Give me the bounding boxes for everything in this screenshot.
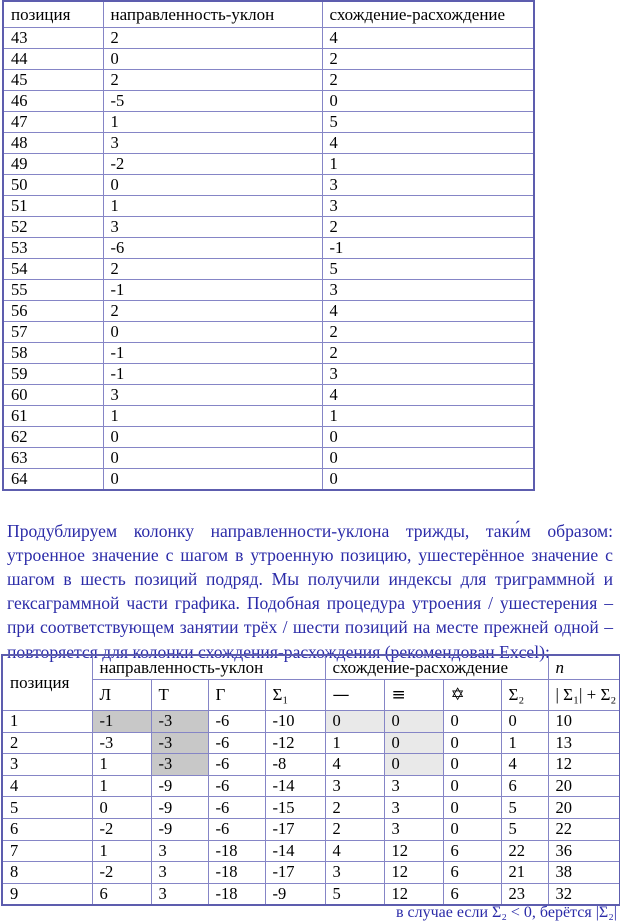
table-row	[2, 711, 620, 733]
table-row	[3, 154, 534, 175]
table-cell: 20	[548, 797, 620, 819]
table-cell: 61	[3, 406, 103, 427]
table-row	[3, 469, 534, 491]
triple-bar-icon: ≡	[384, 680, 443, 711]
table-cell: 57	[3, 322, 103, 343]
table-row	[3, 133, 534, 154]
table-cell: 4	[501, 754, 548, 776]
table-cell: -1	[92, 711, 151, 733]
table-row	[3, 49, 534, 70]
table-cell: -6	[208, 797, 265, 819]
table-cell: 2	[322, 217, 534, 238]
table-cell: 0	[443, 818, 501, 840]
table-cell: 2	[322, 322, 534, 343]
table-cell: 23	[501, 883, 548, 905]
table-cell: 22	[501, 840, 548, 862]
table-cell: 4	[2, 775, 92, 797]
table-cell: 0	[443, 754, 501, 776]
table-cell: 3	[322, 364, 534, 385]
table-cell: 2	[2, 732, 92, 754]
table-cell: 0	[103, 427, 322, 448]
table-row	[2, 775, 620, 797]
table-cell: 3	[384, 797, 443, 819]
table-row	[3, 427, 534, 448]
table-cell: 6	[2, 818, 92, 840]
table-row	[3, 448, 534, 469]
table-cell: 6	[443, 883, 501, 905]
table-cell: 10	[548, 711, 620, 733]
col-header-position: позиция	[3, 1, 103, 28]
table-cell: 0	[103, 448, 322, 469]
table-cell: 0	[384, 732, 443, 754]
group-header-direction-slope: направленность-уклон	[92, 655, 325, 680]
table-row	[2, 862, 620, 884]
table-cell: 3	[151, 883, 208, 905]
col-header-abs-sigma1-plus-sigma2: | Σ₁| + Σ₂	[548, 680, 620, 711]
table-cell: 58	[3, 343, 103, 364]
table-row	[3, 280, 534, 301]
table-cell: 46	[3, 91, 103, 112]
table-cell: 0	[322, 91, 534, 112]
table-cell: -2	[103, 154, 322, 175]
table-row	[3, 28, 534, 49]
table-cell: 4	[322, 385, 534, 406]
table-cell: 54	[3, 259, 103, 280]
table-cell: 3	[384, 775, 443, 797]
col-header-direction-slope: направленность-уклон	[103, 1, 322, 28]
table-cell: -9	[265, 883, 325, 905]
table-cell: -1	[322, 238, 534, 259]
lower-table-sub-header-row	[2, 680, 620, 711]
table-row	[3, 196, 534, 217]
table-row	[3, 301, 534, 322]
table-row	[2, 818, 620, 840]
table-row	[2, 754, 620, 776]
table-cell: 0	[103, 175, 322, 196]
col-header-sigma1: Σ₁	[265, 680, 325, 711]
table-cell: -9	[151, 797, 208, 819]
table-cell: -15	[265, 797, 325, 819]
table-row	[3, 70, 534, 91]
table-cell: -3	[151, 754, 208, 776]
table-row	[2, 883, 620, 905]
table-cell: 5	[501, 797, 548, 819]
table-cell: 60	[3, 385, 103, 406]
table-cell: 6	[443, 840, 501, 862]
group-header-convergence-divergence: схождение-расхождение	[325, 655, 548, 680]
table-cell: 59	[3, 364, 103, 385]
table-cell: -6	[208, 732, 265, 754]
table-row	[3, 259, 534, 280]
table-cell: 47	[3, 112, 103, 133]
table-cell: 1	[2, 711, 92, 733]
col-header-sigma2: Σ₂	[501, 680, 548, 711]
table-cell: -10	[265, 711, 325, 733]
table-cell: 6	[443, 862, 501, 884]
table-cell: 1	[103, 112, 322, 133]
table-row	[2, 840, 620, 862]
table-cell: -17	[265, 862, 325, 884]
table-cell: 1	[92, 775, 151, 797]
single-line-icon: —	[325, 680, 384, 711]
table-cell: -12	[265, 732, 325, 754]
table-cell: -6	[103, 238, 322, 259]
upper-table-header-row	[3, 1, 534, 28]
table-cell: 5	[501, 818, 548, 840]
table-row	[3, 406, 534, 427]
table-cell: -1	[103, 343, 322, 364]
col-header-G: Г	[208, 680, 265, 711]
table-cell: 36	[548, 840, 620, 862]
table-cell: 2	[322, 49, 534, 70]
table-cell: 0	[103, 469, 322, 491]
table-cell: 53	[3, 238, 103, 259]
table-cell: -5	[103, 91, 322, 112]
table-cell: -6	[208, 754, 265, 776]
table-cell: 1	[103, 196, 322, 217]
table-cell: 22	[548, 818, 620, 840]
table-cell: 0	[384, 711, 443, 733]
table-cell: 3	[151, 862, 208, 884]
table-cell: 3	[384, 818, 443, 840]
table-row	[3, 112, 534, 133]
table-cell: 2	[103, 301, 322, 322]
table-cell: -3	[151, 732, 208, 754]
table-cell: 1	[322, 406, 534, 427]
table-row	[3, 385, 534, 406]
table-cell: 52	[3, 217, 103, 238]
table-row	[3, 322, 534, 343]
table-cell: 49	[3, 154, 103, 175]
table-row	[2, 797, 620, 819]
table-cell: -2	[92, 818, 151, 840]
table-cell: 0	[501, 711, 548, 733]
table-cell: 51	[3, 196, 103, 217]
table-cell: -1	[103, 364, 322, 385]
table-cell: 8	[2, 862, 92, 884]
table-cell: 9	[2, 883, 92, 905]
table-cell: 5	[325, 883, 384, 905]
table-cell: 56	[3, 301, 103, 322]
table-cell: -9	[151, 775, 208, 797]
table-cell: -3	[151, 711, 208, 733]
table-cell: 12	[384, 840, 443, 862]
table-cell: 3	[2, 754, 92, 776]
table-cell: 0	[322, 448, 534, 469]
table-cell: 5	[322, 259, 534, 280]
table-cell: 3	[103, 217, 322, 238]
col-header-T: Т	[151, 680, 208, 711]
table-cell: 45	[3, 70, 103, 91]
table-cell: -1	[103, 280, 322, 301]
table-cell: -3	[92, 732, 151, 754]
table-cell: -2	[92, 862, 151, 884]
table-cell: -6	[208, 818, 265, 840]
table-cell: 20	[548, 775, 620, 797]
table-cell: 2	[103, 70, 322, 91]
table-cell: 3	[322, 196, 534, 217]
table-row	[3, 175, 534, 196]
table-cell: 32	[548, 883, 620, 905]
body-paragraph: Продублируем колонку направленности-уклона трижды, таки́м образом: утроенное значение с шагом в утроенную позицию, ушестерённое значение с шагом в шесть позиций подряд. Мы получили индексы для триграммной и гексаграммной части графика. Подобная процедура утроения / ушестерения – при соответствующем занятии трёх / шести позиций на месте прежней одной – повторяется для колонки схождения-расхождения (рекомендован Excel):	[7, 520, 613, 662]
table-cell: -6	[208, 711, 265, 733]
table-cell: 2	[322, 70, 534, 91]
table-cell: 3	[325, 775, 384, 797]
table-cell: 3	[103, 385, 322, 406]
table-cell: 4	[322, 301, 534, 322]
table-cell: 48	[3, 133, 103, 154]
table-cell: -18	[208, 840, 265, 862]
table-cell: -8	[265, 754, 325, 776]
table-cell: 38	[548, 862, 620, 884]
table-cell: 12	[548, 754, 620, 776]
table-cell: 3	[322, 280, 534, 301]
table-cell: 0	[325, 711, 384, 733]
table-cell: -18	[208, 883, 265, 905]
table-cell: 0	[322, 469, 534, 491]
table-cell: 1	[103, 406, 322, 427]
table-row	[3, 91, 534, 112]
table-row	[3, 217, 534, 238]
upper-table	[2, 0, 535, 491]
table-cell: 2	[325, 797, 384, 819]
table-row	[3, 343, 534, 364]
table-cell: 0	[443, 775, 501, 797]
table-cell: -14	[265, 775, 325, 797]
table-cell: 2	[103, 259, 322, 280]
lower-table	[1, 654, 620, 906]
table-cell: 0	[92, 797, 151, 819]
table-cell: 0	[443, 732, 501, 754]
table-cell: 12	[384, 862, 443, 884]
table-cell: 50	[3, 175, 103, 196]
table-cell: 1	[92, 840, 151, 862]
table-cell: 6	[92, 883, 151, 905]
table-cell: 1	[322, 154, 534, 175]
table-cell: 2	[325, 818, 384, 840]
table-cell: 4	[322, 28, 534, 49]
sigma2-note: в случае если Σ₂ < 0, берётся |Σ₂|	[395, 904, 617, 921]
table-cell: 2	[103, 28, 322, 49]
col-header-convergence-divergence: схождение-расхождение	[322, 1, 534, 28]
table-cell: 55	[3, 280, 103, 301]
table-cell: 4	[325, 840, 384, 862]
table-cell: 13	[548, 732, 620, 754]
table-cell: 0	[103, 49, 322, 70]
table-cell: -6	[208, 775, 265, 797]
lower-table-group-header-row	[2, 655, 620, 680]
table-row	[3, 364, 534, 385]
table-cell: 21	[501, 862, 548, 884]
table-cell: 0	[103, 322, 322, 343]
col-header-L: Л	[92, 680, 151, 711]
table-cell: 4	[325, 754, 384, 776]
table-row	[3, 238, 534, 259]
table-cell: 12	[384, 883, 443, 905]
table-cell: 1	[501, 732, 548, 754]
col-header-n: n	[548, 655, 620, 680]
table-cell: 0	[443, 711, 501, 733]
table-cell: 63	[3, 448, 103, 469]
table-cell: 3	[325, 862, 384, 884]
table-cell: 6	[501, 775, 548, 797]
table-cell: 1	[325, 732, 384, 754]
table-cell: 64	[3, 469, 103, 491]
table-cell: -18	[208, 862, 265, 884]
table-cell: 0	[443, 797, 501, 819]
table-cell: 3	[103, 133, 322, 154]
table-cell: 0	[322, 427, 534, 448]
col-header-position: позиция	[2, 655, 92, 711]
table-cell: 2	[322, 343, 534, 364]
table-cell: 3	[322, 175, 534, 196]
table-cell: 0	[384, 754, 443, 776]
table-cell: -17	[265, 818, 325, 840]
table-cell: 3	[151, 840, 208, 862]
hexagram-star-icon: ✡	[443, 680, 501, 711]
table-cell: 5	[322, 112, 534, 133]
table-cell: 5	[2, 797, 92, 819]
table-cell: 7	[2, 840, 92, 862]
table-cell: -14	[265, 840, 325, 862]
table-cell: 62	[3, 427, 103, 448]
table-cell: 1	[92, 754, 151, 776]
table-row	[2, 732, 620, 754]
table-cell: 4	[322, 133, 534, 154]
table-cell: 43	[3, 28, 103, 49]
table-cell: 44	[3, 49, 103, 70]
table-cell: -9	[151, 818, 208, 840]
